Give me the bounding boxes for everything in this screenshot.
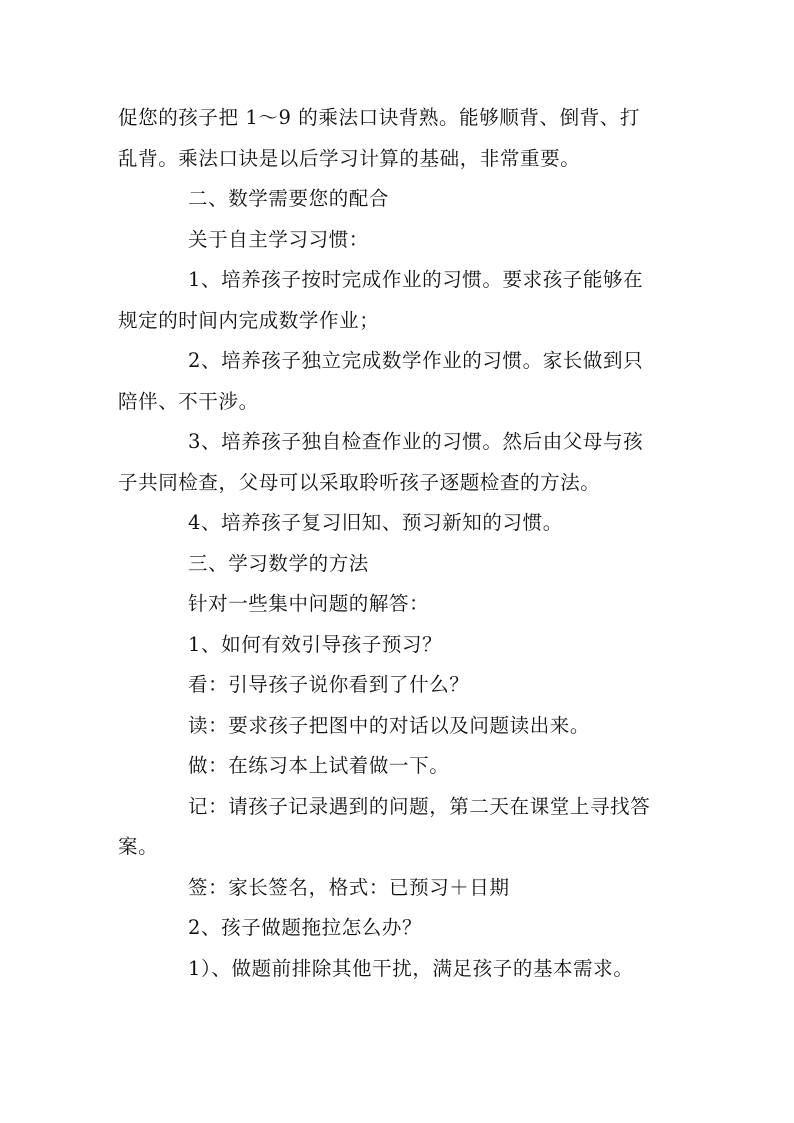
text-line: 二、数学需要您的配合: [188, 187, 390, 210]
text-line: 乱背。乘法口诀是以后学习计算的基础，非常重要。: [118, 146, 581, 170]
text-line: 3、培养孩子独自检查作业的习惯。然后由父母与孩: [188, 430, 644, 453]
text-line: 2、培养孩子独立完成数学作业的习惯。家长做到只: [188, 349, 644, 372]
text-line: 关于自主学习习惯：: [188, 227, 369, 251]
text-line: 陪伴、不干涉。: [118, 389, 259, 413]
text-line: 2、孩子做题拖拉怎么办？: [188, 916, 423, 939]
text-line: 1）、做题前排除其他干扰，满足孩子的基本需求。: [188, 956, 634, 980]
text-line: 三、学习数学的方法: [188, 551, 369, 575]
text-line: 记：请孩子记录遇到的问题，第二天在课堂上寻找答: [188, 794, 651, 818]
text-line: 4、培养孩子复习旧知、预习新知的习惯。: [188, 511, 563, 534]
text-line: 签：家长签名，格式：已预习＋日期: [188, 875, 510, 899]
text-line: 针对一些集中问题的解答：: [188, 592, 430, 615]
text-line: 1、如何有效引导孩子预习？: [188, 632, 443, 656]
text-line: 案。: [118, 835, 159, 858]
text-line: 促您的孩子把 1～9 的乘法口诀背熟。能够顺背、倒背、打: [118, 106, 641, 129]
text-line: 读：要求孩子把图中的对话以及问题读出来。: [188, 713, 591, 737]
text-line: 做：在练习本上试着做一下。: [188, 754, 450, 777]
text-line: 子共同检查，父母可以采取聆听孩子逐题检查的方法。: [118, 470, 601, 494]
document-body: [118, 98, 678, 989]
text-line: 1、培养孩子按时完成作业的习惯。要求孩子能够在: [188, 268, 644, 291]
text-line: 看：引导孩子说你看到了什么？: [188, 673, 470, 696]
text-line: 规定的时间内完成数学作业；: [118, 308, 380, 332]
